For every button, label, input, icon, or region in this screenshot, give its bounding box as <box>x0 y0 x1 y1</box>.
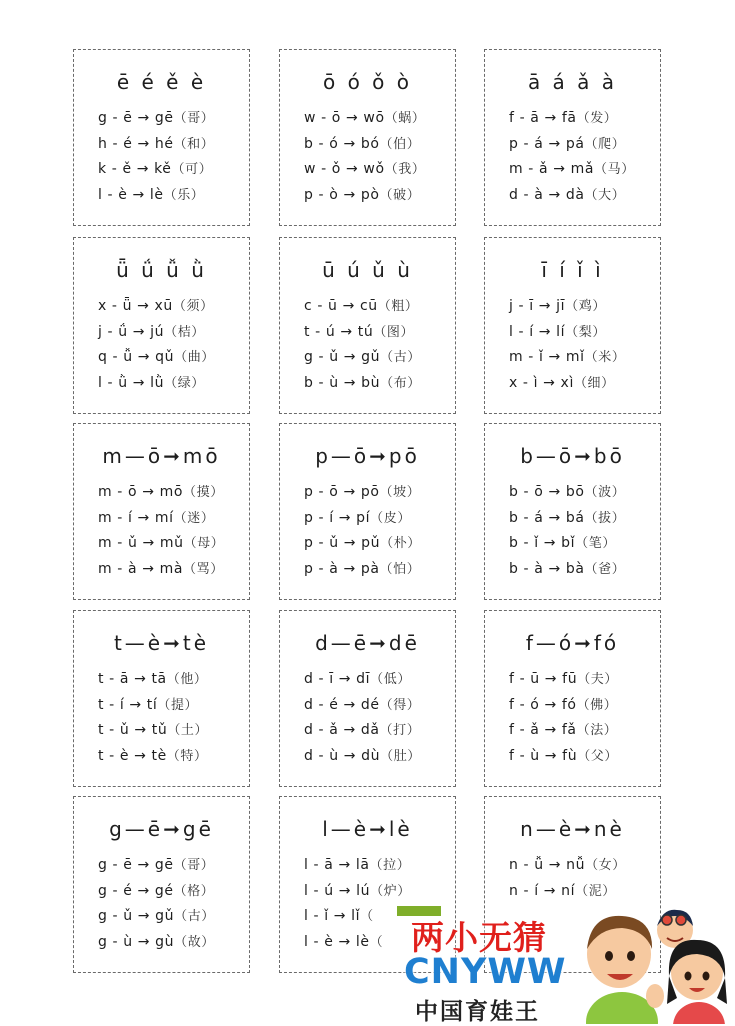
pinyin-row <box>509 480 625 506</box>
card-title: m—ō➞mō <box>102 444 221 468</box>
pinyin-spelling: l - ǐ → lǐ <box>304 908 361 924</box>
pinyin-spelling: l - ú → lú <box>304 882 371 899</box>
pinyin-spelling: p - à → pà <box>304 560 380 577</box>
pinyin-spelling: l - ǜ → lǜ <box>98 374 165 391</box>
pinyin-spelling: g - ē → gē <box>98 857 174 873</box>
watermark-logo <box>397 900 735 1024</box>
hanzi-character: （得） <box>379 697 421 713</box>
pinyin-row <box>98 531 224 557</box>
pinyin-row <box>98 879 215 905</box>
pinyin-row <box>304 853 411 879</box>
pinyin-row <box>509 744 618 770</box>
pinyin-row <box>98 930 215 956</box>
hanzi-character: （鸡） <box>565 299 606 314</box>
pinyin-spelling: m - ǔ → mǔ <box>98 535 184 551</box>
hanzi-character: （笔） <box>575 536 616 551</box>
hanzi-character: （母） <box>183 536 225 551</box>
pinyin-row <box>98 106 214 132</box>
pinyin-spelling: q - ǚ → qǔ <box>98 349 175 365</box>
pinyin-row <box>98 557 224 583</box>
hanzi-character: （布） <box>380 375 421 391</box>
hanzi-character: （父） <box>577 748 618 764</box>
pinyin-row <box>509 667 618 693</box>
pinyin-spelling: m - ǎ → mǎ <box>509 161 595 177</box>
card-title: ī í ǐ ì <box>541 258 604 282</box>
pinyin-row <box>304 106 425 132</box>
card-rows <box>304 106 425 208</box>
hanzi-character: （皮） <box>370 510 411 526</box>
pinyin-row <box>304 531 421 557</box>
hanzi-character: （和） <box>173 136 215 152</box>
card-title: d—ē➞dē <box>315 631 420 655</box>
pinyin-spelling: l - è → lè <box>304 933 370 950</box>
watermark-slogan: 中国育娃王 <box>415 999 540 1025</box>
hanzi-character: （古） <box>380 350 421 365</box>
card-title: ō ó ǒ ò <box>322 70 413 94</box>
pinyin-card <box>279 423 456 600</box>
card-rows <box>98 294 215 396</box>
pinyin-card <box>484 49 661 226</box>
hanzi-character: （故） <box>174 934 215 950</box>
hanzi-character: （伯） <box>379 136 421 152</box>
pinyin-spelling: g - é → gé <box>98 882 174 899</box>
pinyin-row <box>509 718 618 744</box>
pinyin-spelling: c - ū → cū <box>304 298 378 314</box>
pinyin-row <box>304 904 411 930</box>
hanzi-character: （破） <box>379 187 421 203</box>
hanzi-character: （拉） <box>369 858 411 873</box>
card-title: g—ē➞gē <box>109 817 214 841</box>
pinyin-card <box>484 237 661 414</box>
pinyin-spelling: g - ē → gē <box>98 110 174 126</box>
pinyin-row <box>304 480 421 506</box>
hanzi-character: （低） <box>370 672 411 687</box>
pinyin-row <box>304 132 425 158</box>
pinyin-row <box>509 157 635 183</box>
hanzi-character: （法） <box>576 723 618 738</box>
pinyin-spelling: p - ò → pò <box>304 186 380 203</box>
hanzi-character: （哥） <box>173 858 215 873</box>
hanzi-character: （绿） <box>164 375 205 391</box>
pinyin-spelling: b - ù → bù <box>304 374 381 391</box>
card-rows <box>98 667 208 769</box>
card-rows <box>509 294 625 396</box>
hanzi-character: （蜗） <box>384 111 426 126</box>
pinyin-spelling: l - í → lí <box>509 323 566 340</box>
hanzi-character: （ <box>360 909 374 924</box>
pinyin-row <box>98 744 208 770</box>
pinyin-spelling: x - ǖ → xū <box>98 298 173 314</box>
pinyin-spelling: j - ǘ → jú <box>98 323 165 340</box>
hanzi-character: （拔） <box>584 510 626 526</box>
pinyin-card <box>73 796 250 973</box>
hanzi-character: （夫） <box>577 672 618 687</box>
pinyin-row <box>509 693 618 719</box>
hanzi-character: （迷） <box>173 510 215 526</box>
hanzi-character: （怕） <box>379 561 421 577</box>
pinyin-row <box>509 345 625 371</box>
pinyin-spelling: f - ó → fó <box>509 696 577 713</box>
pinyin-row <box>98 345 215 371</box>
pinyin-row <box>98 693 208 719</box>
pinyin-row <box>98 506 224 532</box>
hanzi-character: （大） <box>584 187 626 203</box>
card-rows <box>304 294 421 396</box>
pinyin-row <box>304 294 421 320</box>
watermark-brand-en: CNYWW <box>404 952 567 992</box>
card-rows <box>304 853 411 955</box>
card-title: l—è➞lè <box>322 817 413 841</box>
pinyin-spelling: l - ā → lā <box>304 857 370 873</box>
pinyin-row <box>304 345 421 371</box>
hanzi-character: （我） <box>384 162 426 177</box>
pinyin-row <box>509 506 625 532</box>
card-title: ā á ǎ à <box>527 70 618 94</box>
hanzi-character: （土） <box>167 723 209 738</box>
hanzi-character: （格） <box>173 883 215 899</box>
hanzi-character: （细） <box>573 375 615 391</box>
pinyin-spelling: t - ā → tā <box>98 671 167 687</box>
card-title: ū ú ǔ ù <box>322 258 413 282</box>
hanzi-character: （女） <box>585 858 626 873</box>
pinyin-row <box>98 132 214 158</box>
pinyin-row <box>509 371 625 397</box>
hanzi-character: （须） <box>172 299 214 314</box>
cartoon-kids-illustration <box>567 904 732 1024</box>
pinyin-spelling: t - ú → tú <box>304 323 374 340</box>
pinyin-spelling: j - ī → jī <box>509 298 566 314</box>
card-title: p—ō➞pō <box>315 444 420 468</box>
pinyin-spelling: m - ō → mō <box>98 484 183 500</box>
hanzi-character: （特） <box>166 748 208 764</box>
pinyin-row <box>98 183 214 209</box>
pinyin-spelling: b - ō → bō <box>509 484 585 500</box>
card-rows <box>98 106 214 208</box>
pinyin-spelling: f - ǎ → fǎ <box>509 722 577 738</box>
hanzi-character: （泥） <box>575 883 616 899</box>
pinyin-card <box>73 49 250 226</box>
pinyin-row <box>98 853 215 879</box>
hanzi-character: （他） <box>166 672 208 687</box>
pinyin-row <box>304 371 421 397</box>
pinyin-spelling: b - à → bà <box>509 560 585 577</box>
hanzi-character: （爸） <box>584 561 626 577</box>
pinyin-card <box>279 49 456 226</box>
hanzi-character: （打） <box>379 723 421 738</box>
pinyin-spelling: g - ǔ → gǔ <box>98 908 175 924</box>
pinyin-card <box>73 610 250 787</box>
pinyin-spelling: k - ě → kě <box>98 161 172 177</box>
pinyin-spelling: m - í → mí <box>98 509 174 526</box>
card-title: b—ō➞bō <box>520 444 625 468</box>
pinyin-row <box>304 320 421 346</box>
hanzi-character: （曲） <box>174 350 215 365</box>
hanzi-character: （古） <box>174 909 215 924</box>
hanzi-character: （可） <box>171 162 213 177</box>
card-rows <box>98 480 224 582</box>
watermark-brand-cn: 两小无猜 <box>411 918 547 957</box>
pinyin-row <box>509 106 635 132</box>
pinyin-spelling: d - ù → dù <box>304 747 381 764</box>
pinyin-row <box>304 744 421 770</box>
pinyin-row <box>304 506 421 532</box>
pinyin-card <box>484 423 661 600</box>
pinyin-row <box>98 718 208 744</box>
card-title: ǖ ǘ ǚ ǜ <box>116 258 207 282</box>
pinyin-row <box>98 904 215 930</box>
pinyin-spelling: d - ǎ → dǎ <box>304 722 380 738</box>
pinyin-spelling: b - ǐ → bǐ <box>509 535 576 551</box>
hanzi-character: （爬） <box>584 136 626 152</box>
hanzi-character: （粗） <box>377 299 419 314</box>
pinyin-row <box>304 693 421 719</box>
pinyin-spelling: w - ǒ → wǒ <box>304 161 385 177</box>
hanzi-character: （乐） <box>163 187 205 203</box>
hanzi-character: （波） <box>584 485 626 500</box>
pinyin-spelling: m - ǐ → mǐ <box>509 349 585 365</box>
pinyin-row <box>304 667 421 693</box>
pinyin-spelling: h - é → hé <box>98 135 174 152</box>
pinyin-spelling: g - ǔ → gǔ <box>304 349 381 365</box>
hanzi-character: （提） <box>157 697 199 713</box>
hanzi-character: （发） <box>576 111 618 126</box>
pinyin-row <box>98 667 208 693</box>
pinyin-row <box>98 294 215 320</box>
hanzi-character: （坡） <box>379 485 421 500</box>
hanzi-character: （肚） <box>380 748 421 764</box>
pinyin-card <box>73 237 250 414</box>
card-title: f—ó➞fó <box>525 631 620 655</box>
pinyin-row <box>304 879 411 905</box>
card-title: ē é ě è <box>116 70 207 94</box>
card-rows <box>509 106 635 208</box>
pinyin-spelling: g - ù → gù <box>98 933 175 950</box>
pinyin-spelling: f - ù → fù <box>509 747 578 764</box>
pinyin-row <box>509 557 625 583</box>
card-rows <box>304 667 421 769</box>
pinyin-row <box>509 320 625 346</box>
pinyin-card <box>484 610 661 787</box>
pinyin-card <box>73 423 250 600</box>
hanzi-character: （图） <box>373 324 415 340</box>
card-rows <box>98 853 215 955</box>
pinyin-spelling: w - ō → wō <box>304 110 385 126</box>
pinyin-spelling: p - ō → pō <box>304 484 380 500</box>
pinyin-row <box>509 294 625 320</box>
card-rows <box>304 480 421 582</box>
pinyin-row <box>98 157 214 183</box>
hanzi-character: （佛） <box>576 697 618 713</box>
pinyin-spelling: n - í → ní <box>509 882 576 899</box>
hanzi-character: （梨） <box>565 324 606 340</box>
card-rows <box>509 480 625 582</box>
pinyin-row <box>304 157 425 183</box>
pinyin-spelling: t - ǔ → tǔ <box>98 722 168 738</box>
pinyin-spelling: d - ī → dī <box>304 671 371 687</box>
hanzi-character: （马） <box>594 162 635 177</box>
pinyin-spelling: b - á → bá <box>509 509 585 526</box>
pinyin-row <box>304 183 425 209</box>
pinyin-spelling: p - á → pá <box>509 135 585 152</box>
pinyin-row <box>98 480 224 506</box>
pinyin-spelling: p - ǔ → pǔ <box>304 535 381 551</box>
pinyin-spelling: d - é → dé <box>304 696 380 713</box>
pinyin-spelling: p - í → pí <box>304 509 371 526</box>
hanzi-character: （哥） <box>173 111 215 126</box>
pinyin-row <box>509 853 626 879</box>
card-title: t—è➞tè <box>113 631 210 655</box>
hanzi-character: （桔） <box>164 324 205 340</box>
pinyin-spelling: t - í → tí <box>98 696 158 713</box>
pinyin-card <box>279 610 456 787</box>
pinyin-row <box>304 718 421 744</box>
pinyin-row <box>98 371 215 397</box>
card-title: n—è➞nè <box>520 817 625 841</box>
pinyin-row <box>304 557 421 583</box>
pinyin-spelling: b - ó → bó <box>304 135 380 152</box>
hanzi-character: （米） <box>584 350 626 365</box>
pinyin-spelling: m - à → mà <box>98 560 184 577</box>
hanzi-character: （摸） <box>183 485 224 500</box>
pinyin-row <box>98 320 215 346</box>
hanzi-character: （ <box>369 934 384 950</box>
pinyin-row <box>304 930 411 956</box>
pinyin-spelling: d - à → dà <box>509 186 585 203</box>
pinyin-spelling: l - è → lè <box>98 186 164 203</box>
pinyin-row <box>509 183 635 209</box>
pinyin-spelling: n - ǚ → nǚ <box>509 857 586 873</box>
hanzi-character: （骂） <box>183 561 224 577</box>
pinyin-card <box>279 237 456 414</box>
pinyin-spelling: t - è → tè <box>98 747 167 764</box>
pinyin-spelling: x - ì → xì <box>509 374 574 391</box>
hanzi-character: （炉） <box>370 883 411 899</box>
hanzi-character: （朴） <box>380 536 421 551</box>
pinyin-row <box>509 531 625 557</box>
pinyin-spelling: f - ā → fā <box>509 110 577 126</box>
pinyin-row <box>509 132 635 158</box>
card-rows <box>509 667 618 769</box>
pinyin-spelling: f - ū → fū <box>509 671 578 687</box>
